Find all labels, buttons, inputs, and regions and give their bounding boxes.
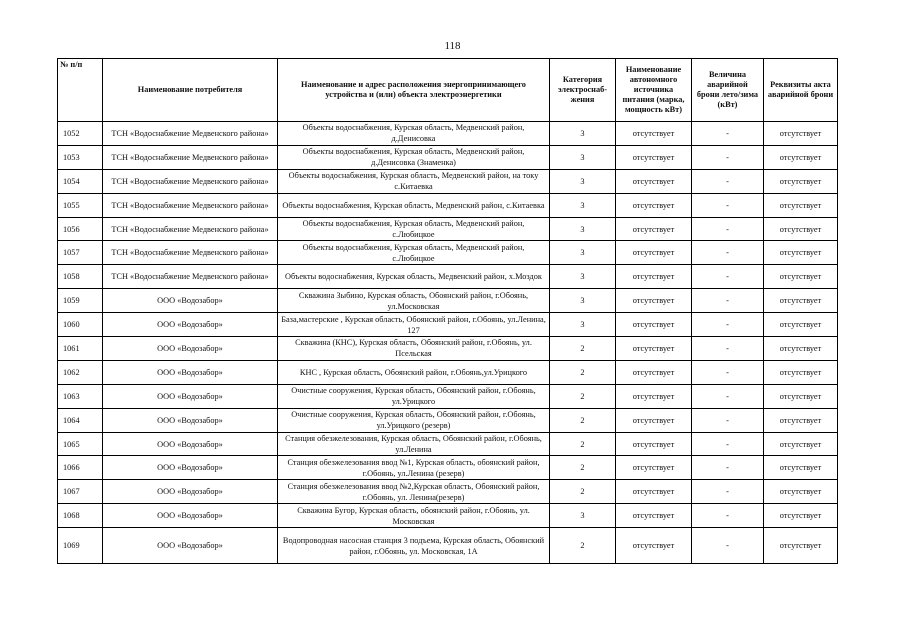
reserve-act: отсутствует	[764, 360, 838, 384]
reserve-act: отсутствует	[764, 504, 838, 528]
table-row	[58, 360, 838, 384]
supply-category: 2	[550, 408, 616, 432]
table-row	[58, 384, 838, 408]
consumer-name: ООО «Водозабор»	[103, 504, 278, 528]
row-number: 1058	[58, 265, 103, 289]
object-address: КНС , Курская область, Обоянский район, г.Обоянь,ул.Урицкого	[278, 360, 550, 384]
power-source: отсутствует	[616, 432, 692, 456]
object-address: Станция обезжелезования, Курская область, Обоянский район, г.Обоянь, ул.Ленина	[278, 432, 550, 456]
reserve-act: отсутствует	[764, 337, 838, 361]
supply-category: 3	[550, 145, 616, 169]
consumer-registry-table	[57, 58, 838, 564]
row-number: 1057	[58, 241, 103, 265]
supply-category: 2	[550, 360, 616, 384]
row-number: 1059	[58, 289, 103, 313]
header-power-source: Наименование автономного источника питания (марка, мощность кВт)	[616, 59, 692, 122]
power-source: отсутствует	[616, 265, 692, 289]
object-address: Объекты водоснабжения, Курская область, Медвенский район, д.Денисовка (Знаменка)	[278, 145, 550, 169]
consumer-name: ООО «Водозабор»	[103, 480, 278, 504]
reserve-act: отсутствует	[764, 289, 838, 313]
row-number: 1063	[58, 384, 103, 408]
row-number: 1068	[58, 504, 103, 528]
power-source: отсутствует	[616, 384, 692, 408]
supply-category: 3	[550, 122, 616, 146]
reserve-value: -	[692, 169, 764, 193]
reserve-value: -	[692, 504, 764, 528]
row-number: 1064	[58, 408, 103, 432]
table-row	[58, 408, 838, 432]
object-address: Станция обезжелезования ввод №2,Курская область, Обоянский район, г.Обоянь, ул. Ленина(резерв)	[278, 480, 550, 504]
reserve-act: отсутствует	[764, 528, 838, 564]
table-row	[58, 193, 838, 217]
header-consumer: Наименование потребителя	[103, 59, 278, 122]
reserve-value: -	[692, 265, 764, 289]
object-address: Очистные сооружения, Курская область, Обоянский район, г.Обоянь, ул.Урицкого (резерв)	[278, 408, 550, 432]
reserve-act: отсутствует	[764, 384, 838, 408]
power-source: отсутствует	[616, 193, 692, 217]
supply-category: 2	[550, 456, 616, 480]
consumer-name: ООО «Водозабор»	[103, 337, 278, 361]
table-row	[58, 241, 838, 265]
consumer-name: ООО «Водозабор»	[103, 456, 278, 480]
supply-category: 3	[550, 265, 616, 289]
object-address: Очистные сооружения, Курская область, Обоянский район, г.Обоянь, ул.Урицкого	[278, 384, 550, 408]
object-address: База,мастерские , Курская область, Обоянский район, г.Обоянь, ул.Ленина, 127	[278, 313, 550, 337]
table-row	[58, 480, 838, 504]
table-row	[58, 528, 838, 564]
table-row	[58, 432, 838, 456]
supply-category: 3	[550, 241, 616, 265]
consumer-name: ТСН «Водоснабжение Медвенского района»	[103, 193, 278, 217]
supply-category: 3	[550, 169, 616, 193]
table-row	[58, 456, 838, 480]
reserve-value: -	[692, 241, 764, 265]
reserve-act: отсутствует	[764, 456, 838, 480]
object-address: Скважина Бугор, Курская область, обоянский район, г.Обоянь, ул. Московская	[278, 504, 550, 528]
reserve-act: отсутствует	[764, 241, 838, 265]
table-row	[58, 122, 838, 146]
power-source: отсутствует	[616, 360, 692, 384]
power-source: отсутствует	[616, 122, 692, 146]
reserve-act: отсутствует	[764, 217, 838, 241]
object-address: Объекты водоснабжения, Курская область, Медвенский район, х.Моздок	[278, 265, 550, 289]
supply-category: 3	[550, 289, 616, 313]
table-row	[58, 169, 838, 193]
reserve-value: -	[692, 408, 764, 432]
supply-category: 3	[550, 217, 616, 241]
row-number: 1065	[58, 432, 103, 456]
power-source: отсутствует	[616, 480, 692, 504]
reserve-value: -	[692, 384, 764, 408]
consumer-name: ООО «Водозабор»	[103, 528, 278, 564]
header-reserve: Величина аварийной брони лето/зима (кВт)	[692, 59, 764, 122]
table-row	[58, 217, 838, 241]
power-source: отсутствует	[616, 145, 692, 169]
row-number: 1069	[58, 528, 103, 564]
object-address: Станция обезжелезования ввод №1, Курская область, обоянский район, г.Обоянь, ул.Ленина (резерв)	[278, 456, 550, 480]
row-number: 1055	[58, 193, 103, 217]
table-header-row	[58, 59, 838, 122]
table-row	[58, 145, 838, 169]
power-source: отсутствует	[616, 337, 692, 361]
reserve-act: отсутствует	[764, 408, 838, 432]
reserve-value: -	[692, 122, 764, 146]
power-source: отсутствует	[616, 528, 692, 564]
supply-category: 3	[550, 313, 616, 337]
consumer-name: ООО «Водозабор»	[103, 384, 278, 408]
consumer-name: ТСН «Водоснабжение Медвенского района»	[103, 265, 278, 289]
supply-category: 2	[550, 384, 616, 408]
power-source: отсутствует	[616, 169, 692, 193]
reserve-value: -	[692, 360, 764, 384]
row-number: 1062	[58, 360, 103, 384]
object-address: Объекты водоснабжения, Курская область, Медвенский район, с.Любицкое	[278, 241, 550, 265]
supply-category: 2	[550, 528, 616, 564]
supply-category: 2	[550, 480, 616, 504]
page-number: 118	[444, 40, 461, 52]
reserve-act: отсутствует	[764, 122, 838, 146]
reserve-value: -	[692, 432, 764, 456]
row-number: 1066	[58, 456, 103, 480]
table-row	[58, 337, 838, 361]
row-number: 1054	[58, 169, 103, 193]
reserve-value: -	[692, 313, 764, 337]
consumer-name: ТСН «Водоснабжение Медвенского района»	[103, 241, 278, 265]
reserve-value: -	[692, 217, 764, 241]
object-address: Объекты водоснабжения, Курская область, Медвенский район, с.Китаевка	[278, 193, 550, 217]
row-number: 1056	[58, 217, 103, 241]
consumer-name: ТСН «Водоснабжение Медвенского района»	[103, 169, 278, 193]
reserve-value: -	[692, 145, 764, 169]
reserve-act: отсутствует	[764, 193, 838, 217]
supply-category: 3	[550, 504, 616, 528]
consumer-name: ООО «Водозабор»	[103, 408, 278, 432]
object-address: Водопроводная насосная станция 3 подъема, Курская область, Обоянский район, г.Обоянь, ул. Московская, 1А	[278, 528, 550, 564]
reserve-act: отсутствует	[764, 313, 838, 337]
reserve-value: -	[692, 480, 764, 504]
row-number: 1053	[58, 145, 103, 169]
power-source: отсутствует	[616, 456, 692, 480]
consumer-name: ТСН «Водоснабжение Медвенского района»	[103, 145, 278, 169]
power-source: отсутствует	[616, 289, 692, 313]
power-source: отсутствует	[616, 241, 692, 265]
header-category: Категория электроснаб-жения	[550, 59, 616, 122]
row-number: 1060	[58, 313, 103, 337]
supply-category: 3	[550, 193, 616, 217]
reserve-value: -	[692, 456, 764, 480]
table-row	[58, 265, 838, 289]
object-address: Объекты водоснабжения, Курская область, Медвенский район, с.Любицкое	[278, 217, 550, 241]
reserve-act: отсутствует	[764, 265, 838, 289]
row-number: 1052	[58, 122, 103, 146]
header-number: № п/п	[58, 59, 103, 122]
reserve-act: отсутствует	[764, 169, 838, 193]
consumer-name: ТСН «Водоснабжение Медвенского района»	[103, 122, 278, 146]
reserve-value: -	[692, 337, 764, 361]
header-act: Реквизиты акта аварийной брони	[764, 59, 838, 122]
reserve-value: -	[692, 289, 764, 313]
reserve-value: -	[692, 528, 764, 564]
power-source: отсутствует	[616, 504, 692, 528]
object-address: Объекты водоснабжения, Курская область, Медвенский район, д.Денисовка	[278, 122, 550, 146]
header-object: Наименование и адрес расположения энергопринимающего устройства и (или) объекта электроэнергетики	[278, 59, 550, 122]
power-source: отсутствует	[616, 408, 692, 432]
table-row	[58, 313, 838, 337]
consumer-name: ООО «Водозабор»	[103, 360, 278, 384]
table-row	[58, 289, 838, 313]
consumer-name: ТСН «Водоснабжение Медвенского района»	[103, 217, 278, 241]
reserve-act: отсутствует	[764, 145, 838, 169]
row-number: 1067	[58, 480, 103, 504]
table-row	[58, 504, 838, 528]
row-number: 1061	[58, 337, 103, 361]
reserve-act: отсутствует	[764, 432, 838, 456]
power-source: отсутствует	[616, 313, 692, 337]
consumer-name: ООО «Водозабор»	[103, 289, 278, 313]
object-address: Скважина (КНС), Курская область, Обоянский район, г.Обоянь, ул. Псельская	[278, 337, 550, 361]
supply-category: 2	[550, 432, 616, 456]
object-address: Объекты водоснабжения, Курская область, Медвенский район, на току с.Китаевка	[278, 169, 550, 193]
object-address: Скважина Зыбино, Курская область, Обоянский район, г.Обоянь, ул.Московская	[278, 289, 550, 313]
power-source: отсутствует	[616, 217, 692, 241]
reserve-act: отсутствует	[764, 480, 838, 504]
supply-category: 2	[550, 337, 616, 361]
consumer-name: ООО «Водозабор»	[103, 432, 278, 456]
consumer-name: ООО «Водозабор»	[103, 313, 278, 337]
reserve-value: -	[692, 193, 764, 217]
